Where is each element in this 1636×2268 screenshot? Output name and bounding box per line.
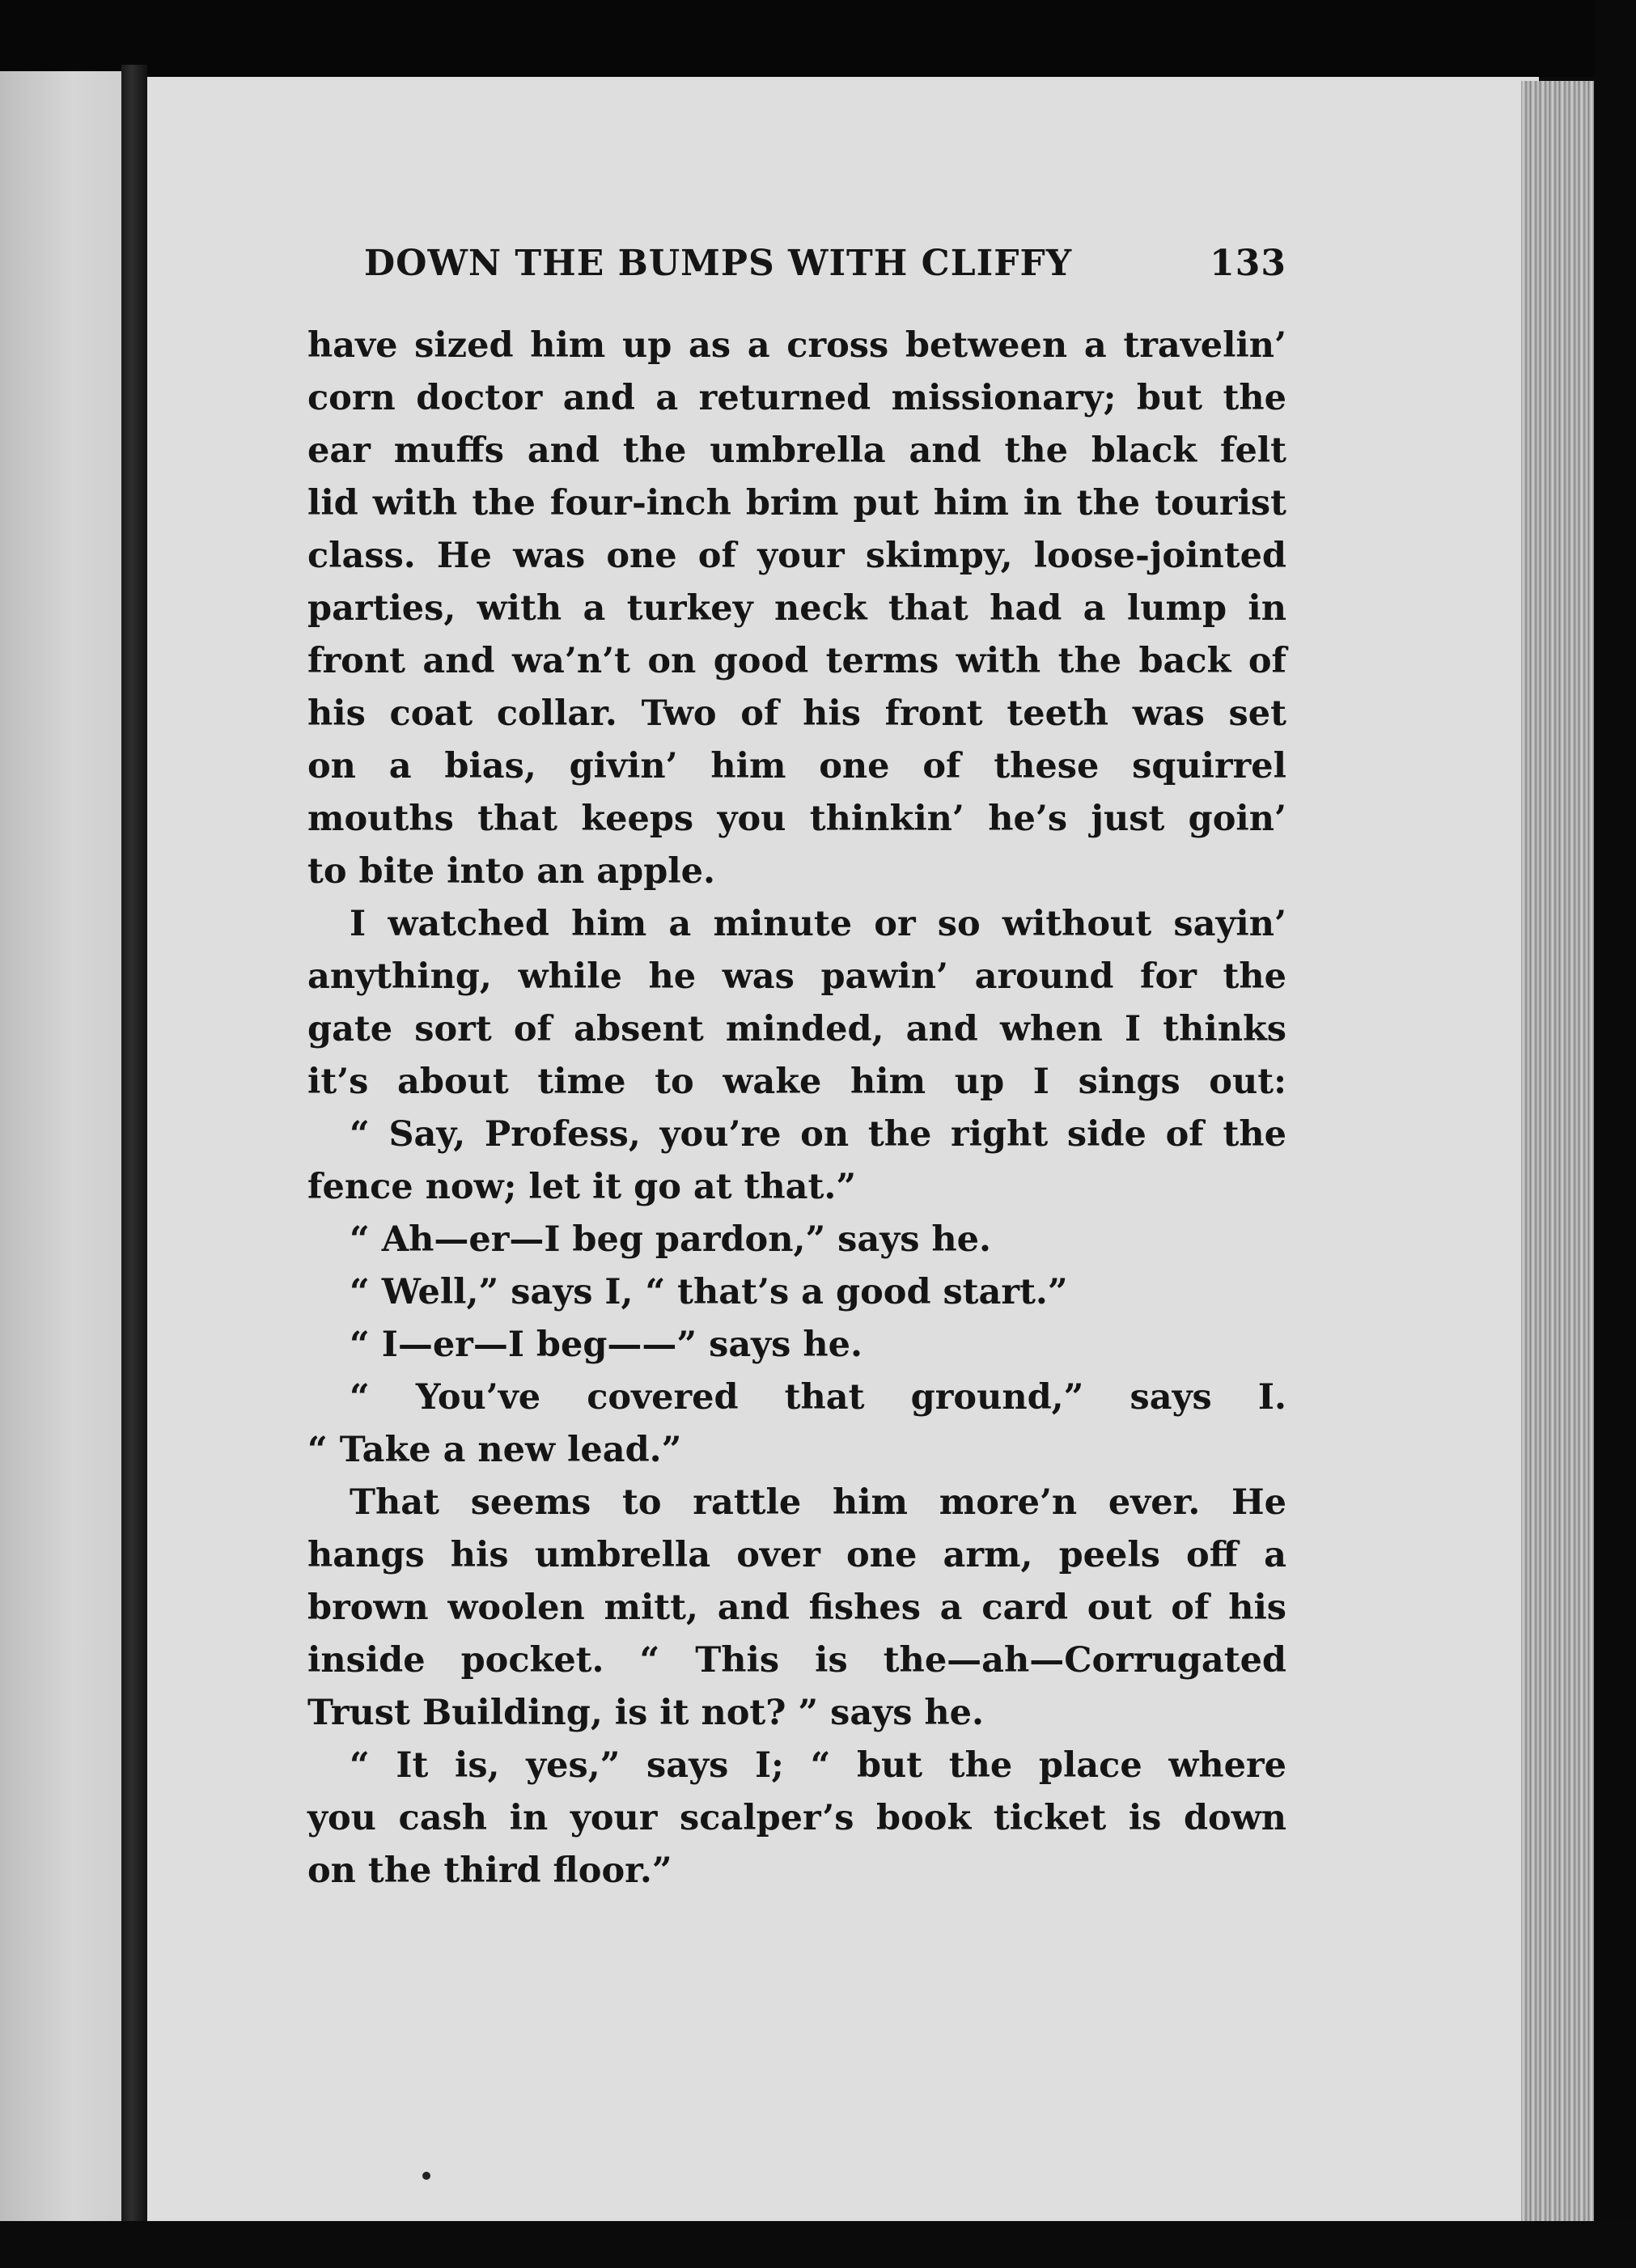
ink-speck <box>422 2172 430 2180</box>
text-line: on the third floor.” <box>307 1850 672 1891</box>
scan-bottom-border <box>0 2221 1636 2268</box>
text-line: “ Take a new lead.” <box>307 1430 682 1470</box>
running-head <box>364 243 1286 299</box>
text-line: Trust Building, is it not? ” says he. <box>307 1693 984 1733</box>
scan-top-border <box>0 0 1636 77</box>
text-line: on a bias, givin’ him one of these squirrel <box>307 746 1286 786</box>
text-line: “ Say, Profess, you’re on the right side of the <box>350 1114 1286 1155</box>
text-line: it’s about time to wake him up I sings out: <box>307 1062 1286 1102</box>
text-line: brown woolen mitt, and fishes a card out of his <box>307 1588 1286 1628</box>
text-line: fence now; let it go at that.” <box>307 1167 857 1207</box>
text-line: “ Ah—er—I beg pardon,” says he. <box>350 1219 991 1260</box>
text-line: “ I—er—I beg——” says he. <box>350 1325 863 1365</box>
text-line: to bite into an apple. <box>307 851 715 892</box>
text-line: you cash in your scalper’s book ticket is down <box>307 1798 1286 1838</box>
book-gutter <box>121 65 147 2268</box>
text-line: parties, with a turkey neck that had a lump in <box>307 588 1286 629</box>
facing-page-edge <box>0 71 121 2268</box>
text-line: “ You’ve covered that ground,” says I. <box>350 1377 1286 1418</box>
text-line: gate sort of absent minded, and when I thinks <box>307 1009 1286 1049</box>
text-line: ear muffs and the umbrella and the black felt <box>307 430 1286 471</box>
body-text <box>307 320 1286 1897</box>
text-line: hangs his umbrella over one arm, peels off a <box>307 1535 1286 1575</box>
page-number: 133 <box>1210 243 1286 284</box>
text-line: anything, while he was pawin’ around for the <box>307 956 1286 997</box>
text-line: “ Well,” says I, “ that’s a good start.” <box>350 1272 1068 1312</box>
text-line: front and wa’n’t on good terms with the back of <box>307 641 1286 681</box>
text-line: have sized him up as a cross between a travelin’ <box>307 325 1286 366</box>
text-line: his coat collar. Two of his front teeth was set <box>307 693 1286 734</box>
text-line: lid with the four-inch brim put him in the tourist <box>307 483 1286 524</box>
text-line: corn doctor and a returned missionary; but the <box>307 378 1286 418</box>
text-line: That seems to rattle him more’n ever. He <box>350 1482 1286 1523</box>
text-line: “ It is, yes,” says I; “ but the place where <box>350 1745 1286 1786</box>
page-stack-edge <box>1521 81 1594 2225</box>
running-head-title: DOWN THE BUMPS WITH CLIFFY <box>364 243 1073 284</box>
text-line: I watched him a minute or so without sayin’ <box>350 904 1286 944</box>
text-line: inside pocket. “ This is the—ah—Corrugated <box>307 1640 1286 1681</box>
scan-right-border <box>1594 0 1636 2268</box>
text-line: class. He was one of your skimpy, loose-jointed <box>307 536 1286 576</box>
text-line: mouths that keeps you thinkin’ he’s just goin’ <box>307 799 1286 839</box>
